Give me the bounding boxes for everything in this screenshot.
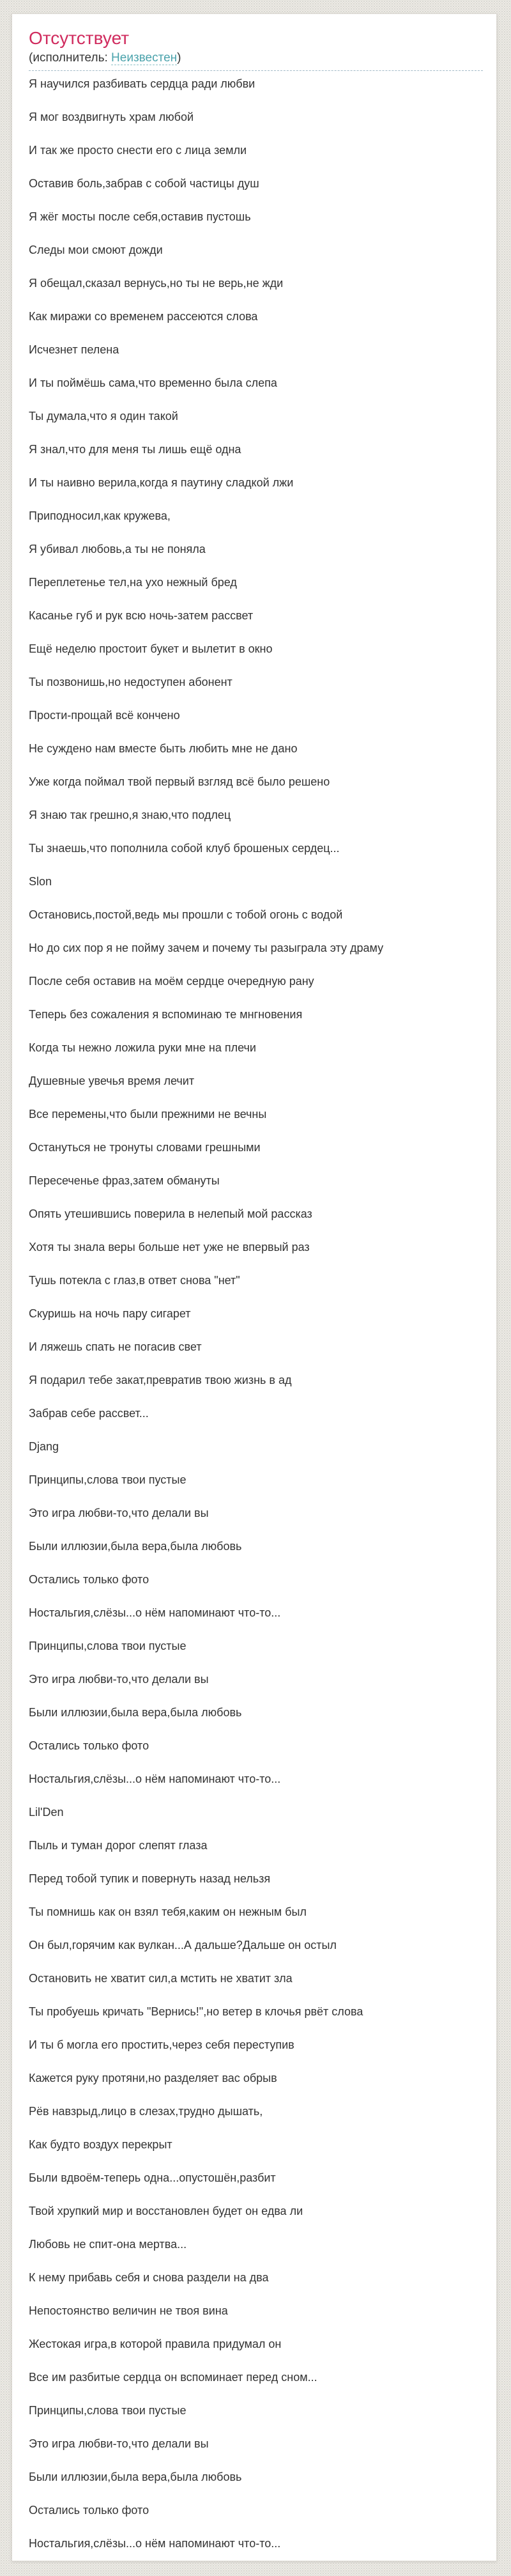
- lyric-line: Уже когда поймал твой первый взгляд всё было решено: [29, 775, 330, 788]
- lyric-line: Я знаю так грешно,я знаю,что подлец: [29, 809, 231, 821]
- lyric-line: Ты думала,что я один такой: [29, 410, 178, 423]
- lyric-line: Исчезнет пелена: [29, 343, 119, 356]
- lyric-line: Переплетенье тел,на ухо нежный бред: [29, 576, 237, 589]
- lyric-line: Опять утешившись поверила в нелепый мой рассказ: [29, 1207, 312, 1220]
- lyric-line: Забрав себе рассвет...: [29, 1407, 149, 1420]
- lyric-line: Прости-прощай всё кончено: [29, 709, 180, 722]
- lyric-line: Были иллюзии,была вера,была любовь: [29, 1706, 242, 1719]
- lyric-line: Я жёг мосты после себя,оставив пустошь: [29, 210, 251, 223]
- lyric-line: Ты знаешь,что пополнила собой клуб брошеных сердец...: [29, 842, 340, 855]
- lyric-line: Ты помнишь как он взял тебя,каким он нежным был: [29, 1905, 307, 1918]
- card-content: [12, 14, 496, 2564]
- lyric-line: Я подарил тебе закат,превратив твою жизнь в ад: [29, 1374, 292, 1386]
- lyric-line: Lil'Den: [29, 1806, 64, 1819]
- lyric-line: И так же просто снести его с лица земли: [29, 144, 247, 157]
- lyric-line: Не суждено нам вместе быть любить мне не дано: [29, 742, 298, 755]
- lyric-line: Непостоянство величин не твоя вина: [29, 2304, 228, 2317]
- lyric-line: Это игра любви-то,что делали вы: [29, 1507, 209, 1519]
- page-title: Отсутствует: [29, 28, 130, 48]
- lyric-line: Это игра любви-то,что делали вы: [29, 2437, 209, 2450]
- lyric-line: Это игра любви-то,что делали вы: [29, 1673, 209, 1686]
- lyric-line: Принципы,слова твои пустые: [29, 1640, 187, 1652]
- lyric-line: Я научился разбивать сердца ради любви: [29, 77, 256, 90]
- lyric-line: Он был,горячим как вулкан...А дальше?Дальше он остыл: [29, 1939, 337, 1951]
- lyric-line: Кажется руку протяни,но разделяет вас обрыв: [29, 2072, 277, 2084]
- lyric-line: Ностальгия,слёзы...о нём напоминают что-то...: [29, 1773, 281, 1785]
- lyric-line: И ляжешь спать не погасив свет: [29, 1340, 202, 1353]
- lyric-line: Slon: [29, 875, 52, 888]
- lyric-line: Тушь потекла с глаз,в ответ снова "нет": [29, 1274, 240, 1287]
- lyric-line: Были иллюзии,была вера,была любовь: [29, 2471, 242, 2483]
- lyric-line: Остануться не тронуты словами грешными: [29, 1141, 261, 1154]
- lyric-line: Я обещал,сказал вернусь,но ты не верь,не жди: [29, 277, 284, 290]
- lyric-line: Как будто воздух перекрыт: [29, 2138, 172, 2151]
- lyric-line: Теперь без сожаления я вспоминаю те мнгновения: [29, 1008, 303, 1021]
- lyric-line: Остановись,постой,ведь мы прошли с тобой огонь с водой: [29, 908, 343, 921]
- lyric-line: Ещё неделю простоит букет и вылетит в окно: [29, 642, 273, 655]
- page-header: [29, 28, 483, 71]
- lyric-line: И ты б могла его простить,через себя переступив: [29, 2038, 294, 2051]
- lyric-line: Жестокая игра,в которой правила придумал он: [29, 2338, 282, 2350]
- lyric-line: И ты наивно верила,когда я паутину сладкой лжи: [29, 476, 294, 489]
- lyric-line: Оставив боль,забрав с собой частицы душ: [29, 177, 259, 190]
- lyric-line: Ностальгия,слёзы...о нём напоминают что-то...: [29, 1606, 281, 1619]
- artist-label-open: (исполнитель:: [29, 51, 112, 65]
- lyric-line: Как миражи со временем рассеются слова: [29, 310, 258, 323]
- lyric-line: Перед тобой тупик и повернуть назад нельзя: [29, 1872, 271, 1885]
- lyric-line: Приподносил,как кружева,: [29, 509, 171, 522]
- lyric-line: Душевные увечья время лечит: [29, 1075, 195, 1087]
- lyric-line: Ностальгия,слёзы...о нём напоминают что-то...: [29, 2537, 281, 2550]
- lyric-line: Я знал,что для меня ты лишь ещё одна: [29, 443, 241, 456]
- lyric-line: К нему прибавь себя и снова раздели на два: [29, 2271, 269, 2284]
- lyric-line: Остались только фото: [29, 2504, 149, 2517]
- lyric-line: И ты поймёшь сама,что временно была слепа: [29, 376, 277, 389]
- lyrics-list: [29, 71, 483, 2564]
- lyric-line: Остались только фото: [29, 1739, 149, 1752]
- lyric-line: Рёв навзрыд,лицо в слезах,трудно дышать,: [29, 2105, 263, 2118]
- lyrics-card: [11, 13, 497, 2561]
- lyric-line: Ты пробуешь кричать "Вернись!",но ветер в клочья рвёт слова: [29, 2005, 363, 2018]
- lyric-line: Следы мои смоют дожди: [29, 244, 163, 256]
- lyric-line: Ты позвонишь,но недоступен абонент: [29, 676, 233, 688]
- lyric-line: Принципы,слова твои пустые: [29, 1473, 187, 1486]
- lyric-line: Я убивал любовь,а ты не поняла: [29, 543, 206, 555]
- lyric-line: Пыль и туман дорог слепят глаза: [29, 1839, 208, 1852]
- artist-line: [29, 50, 483, 65]
- lyric-line: Djang: [29, 1440, 59, 1453]
- lyric-line: После себя оставив на моём сердце очередную рану: [29, 975, 314, 988]
- lyric-line: Были иллюзии,была вера,была любовь: [29, 1540, 242, 1553]
- lyric-line: Касанье губ и рук всю ночь-затем рассвет: [29, 609, 254, 622]
- lyric-line: Хотя ты знала веры больше нет уже не впервый раз: [29, 1241, 310, 1253]
- lyric-line: Скуришь на ночь пару сигарет: [29, 1307, 191, 1320]
- lyric-line: Остались только фото: [29, 1573, 149, 1586]
- lyric-line: Остановить не хватит сил,а мстить не хватит зла: [29, 1972, 293, 1985]
- lyric-line: Все им разбитые сердца он вспоминает перед сном...: [29, 2371, 317, 2384]
- lyric-line: Но до сих пор я не пойму зачем и почему ты разыграла эту драму: [29, 942, 384, 954]
- lyric-line: Твой хрупкий мир и восстановлен будет он едва ли: [29, 2205, 303, 2217]
- lyric-line: Принципы,слова твои пустые: [29, 2404, 187, 2417]
- lyric-line: Пересеченье фраз,затем обмануты: [29, 1174, 220, 1187]
- lyric-line: Любовь не спит-она мертва...: [29, 2238, 187, 2251]
- artist-label-close: ): [177, 51, 181, 65]
- lyric-line: Были вдвоём-теперь одна...опустошён,разбит: [29, 2171, 276, 2184]
- lyric-line: Я мог воздвигнуть храм любой: [29, 111, 194, 123]
- lyric-line: Когда ты нежно ложила руки мне на плечи: [29, 1041, 256, 1054]
- lyric-line: Все перемены,что были прежними не вечны: [29, 1108, 267, 1121]
- artist-link[interactable]: Неизвестен: [111, 51, 178, 65]
